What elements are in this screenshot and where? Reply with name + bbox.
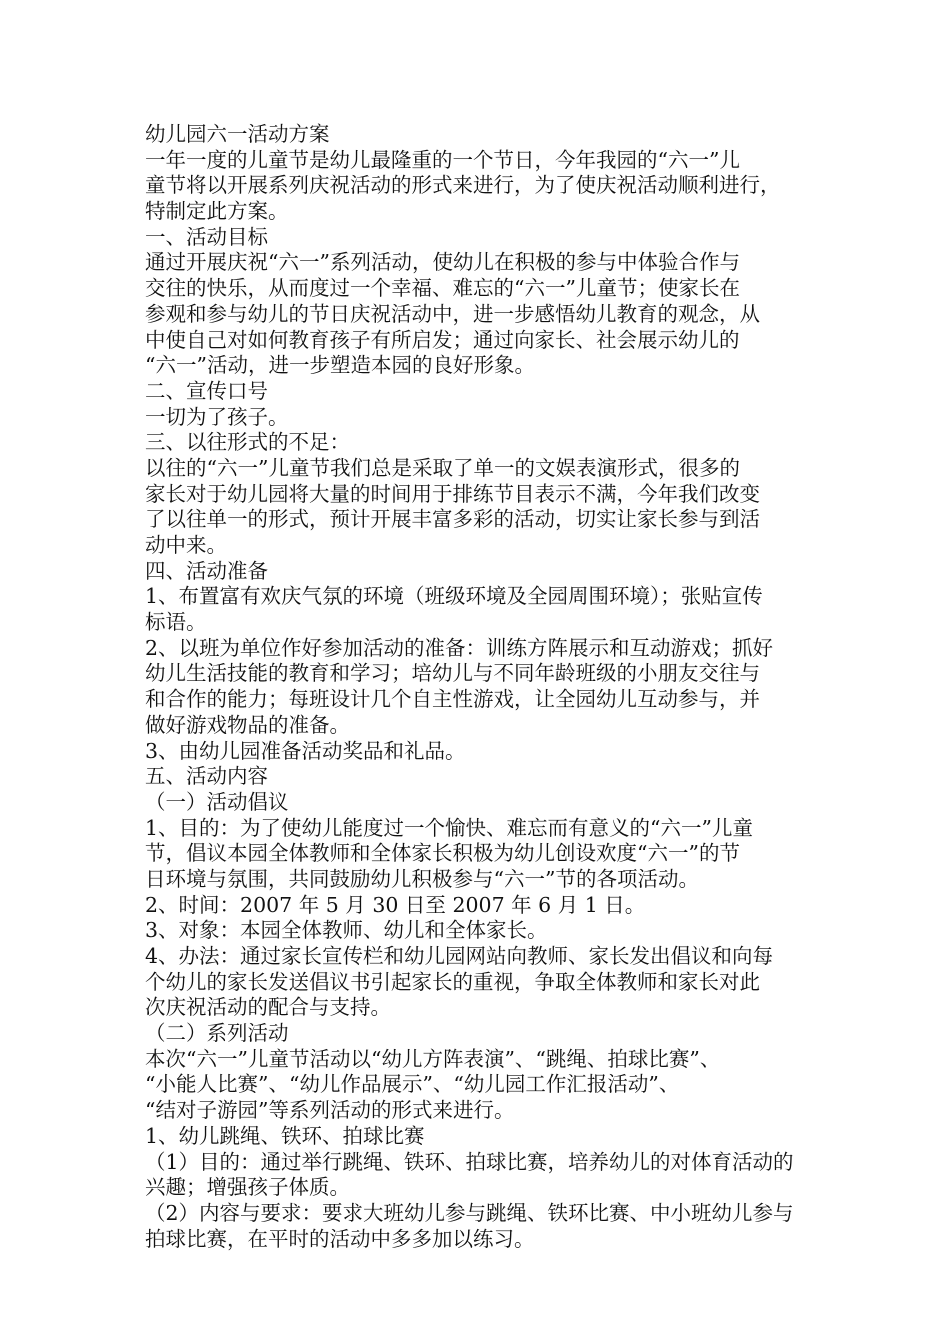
goals-paragraph-line: “六一”活动，进一步塑造本园的良好形象。 xyxy=(145,353,535,378)
goals-paragraph-line: 参观和参与幼儿的节日庆祝活动中，进一步感悟幼儿教育的观念，从 xyxy=(145,301,760,326)
preparation-item-line: 1、布置富有欢庆气氛的环境（班级环境及全园周围环境）；张贴宣传 xyxy=(145,584,763,609)
competition-item-line: 兴趣；增强孩子体质。 xyxy=(145,1175,350,1200)
preparation-item-line: 2、以班为单位作好参加活动的准备：训练方阵展示和互动游戏；抓好 xyxy=(145,635,774,660)
series-paragraph-line: “结对子游园”等系列活动的形式来进行。 xyxy=(145,1098,515,1123)
proposal-item-line: 个幼儿的家长发送倡议书引起家长的重视，争取全体教师和家长对此 xyxy=(145,969,760,994)
intro-paragraph-line: 特制定此方案。 xyxy=(145,199,289,224)
intro-paragraph-line: 童节将以开展系列庆祝活动的形式来进行，为了使庆祝活动顺利进行， xyxy=(145,173,781,198)
subsection-heading-proposal: （一）活动倡议 xyxy=(145,789,289,814)
competition-item-line: （2）内容与要求：要求大班幼儿参与跳绳、铁环比赛、中小班幼儿参与 xyxy=(145,1200,794,1225)
shortcomings-paragraph-line: 家长对于幼儿园将大量的时间用于排练节目表示不满，今年我们改变 xyxy=(145,481,760,506)
series-paragraph-line: 本次“六一”儿童节活动以“幼儿方阵表演”、“跳绳、拍球比赛”、 xyxy=(145,1046,721,1071)
section-heading-goals: 一、活动目标 xyxy=(145,224,268,249)
goals-paragraph-line: 交往的快乐，从而度过一个幸福、难忘的“六一”儿童节；使家长在 xyxy=(145,276,740,301)
proposal-item-line: 3、对象：本园全体教师、幼儿和全体家长。 xyxy=(145,918,548,943)
goals-paragraph-line: 通过开展庆祝“六一”系列活动，使幼儿在积极的参与中体验合作与 xyxy=(145,250,740,275)
section-heading-slogan: 二、宣传口号 xyxy=(145,378,268,403)
preparation-item-line: 3、由幼儿园准备活动奖品和礼品。 xyxy=(145,738,466,763)
section-heading-preparation: 四、活动准备 xyxy=(145,558,268,583)
shortcomings-paragraph-line: 以往的“六一”儿童节我们总是采取了单一的文娱表演形式，很多的 xyxy=(145,455,740,480)
preparation-item-line: 做好游戏物品的准备。 xyxy=(145,712,350,737)
slogan-text: 一切为了孩子。 xyxy=(145,404,289,429)
competition-heading: 1、幼儿跳绳、铁环、拍球比赛 xyxy=(145,1123,425,1148)
shortcomings-paragraph-line: 动中来。 xyxy=(145,533,227,557)
proposal-item-line: 1、目的：为了使幼儿能度过一个愉快、难忘而有意义的“六一”儿童 xyxy=(145,815,754,840)
shortcomings-paragraph-line: 了以往单一的形式，预计开展丰富多彩的活动，切实让家长参与到活 xyxy=(145,507,760,532)
subsection-heading-series: （二）系列活动 xyxy=(145,1021,289,1046)
proposal-item-line: 次庆祝活动的配合与支持。 xyxy=(145,995,391,1020)
preparation-item-line: 幼儿生活技能的教育和学习；培幼儿与不同年龄班级的小朋友交往与 xyxy=(145,661,760,686)
competition-item-line: （1）目的：通过举行跳绳、铁环、拍球比赛，培养幼儿的对体育活动的 xyxy=(145,1149,794,1174)
document-page xyxy=(145,122,825,1252)
series-paragraph-line: “小能人比赛”、“幼儿作品展示”、“幼儿园工作汇报活动”、 xyxy=(145,1072,680,1097)
competition-item-line: 拍球比赛，在平时的活动中多多加以练习。 xyxy=(145,1226,535,1251)
proposal-item-line: 节，倡议本园全体教师和全体家长积极为幼儿创设欢度“六一”的节 xyxy=(145,841,740,866)
intro-paragraph-line: 一年一度的儿童节是幼儿最隆重的一个节日，今年我园的“六一”儿 xyxy=(145,147,740,172)
proposal-item-line: 2、时间：2007 年 5 月 30 日至 2007 年 6 月 1 日。 xyxy=(145,892,646,917)
preparation-item-line: 和合作的能力；每班设计几个自主性游戏，让全园幼儿互动参与，并 xyxy=(145,687,760,712)
proposal-item-line: 日环境与氛围，共同鼓励幼儿积极参与“六一”节的各项活动。 xyxy=(145,866,699,891)
proposal-item-line: 4、办法：通过家长宣传栏和幼儿园网站向教师、家长发出倡议和向每 xyxy=(145,944,774,968)
goals-paragraph-line: 中使自己对如何教育孩子有所启发；通过向家长、社会展示幼儿的 xyxy=(145,327,740,352)
document-title: 幼儿园六一活动方案 xyxy=(145,122,330,146)
section-heading-shortcomings: 三、以往形式的不足： xyxy=(145,430,350,455)
section-heading-content: 五、活动内容 xyxy=(145,764,268,789)
preparation-item-line: 标语。 xyxy=(145,610,207,635)
